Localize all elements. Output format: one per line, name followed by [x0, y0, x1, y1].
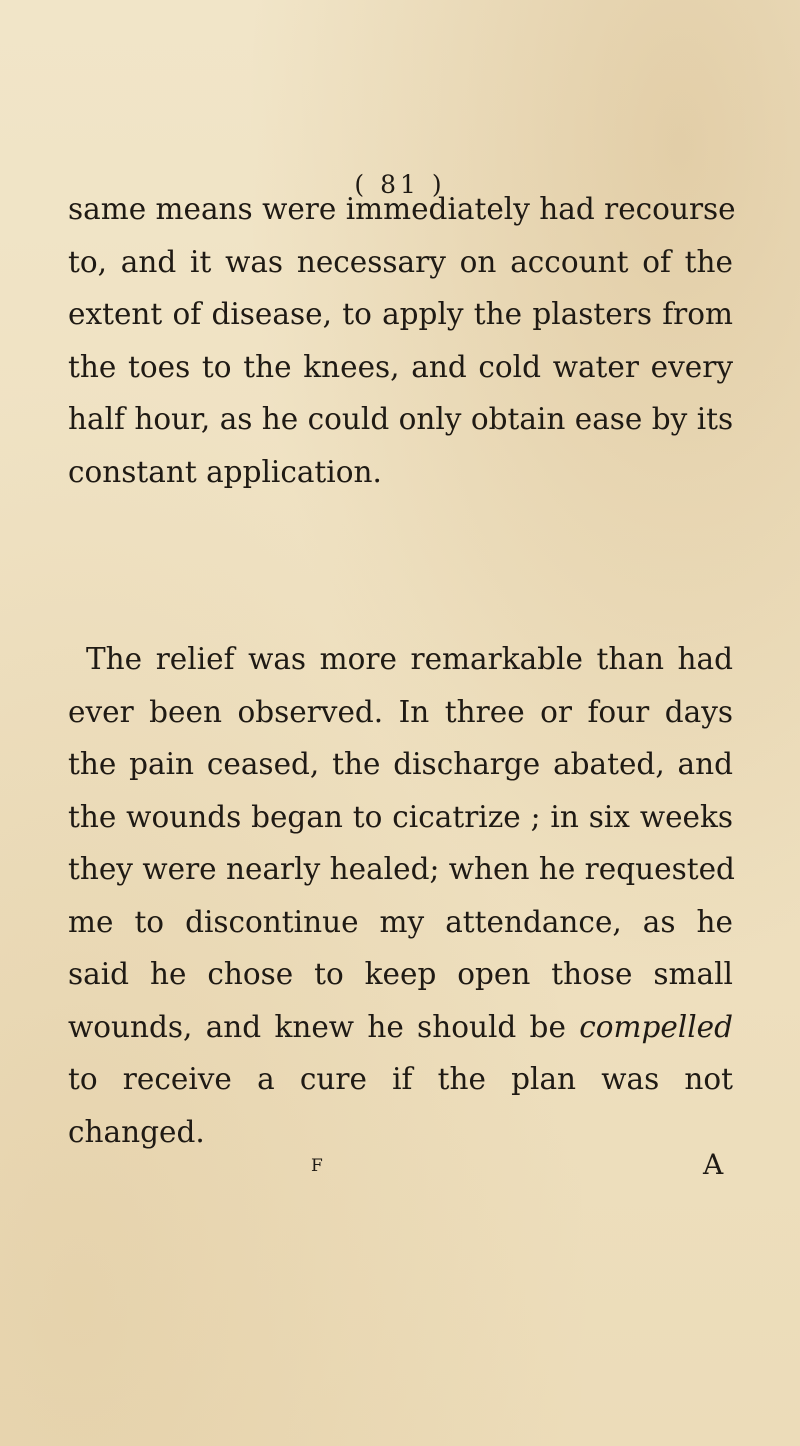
text-line: extent of disease, to apply the plasters from: [68, 297, 733, 331]
paragraph-1: [68, 183, 736, 498]
text-line: ever been observed. In three or four days: [68, 694, 733, 729]
text-line: constant application.: [68, 454, 382, 489]
signature-mark: F: [311, 1156, 323, 1176]
text-line: the pain ceased, the discharge abated, and: [68, 747, 733, 781]
text-line: me to discontinue my attendance, as he: [68, 904, 733, 939]
paragraph-2: [68, 633, 733, 1158]
text-line: half hour, as he could only obtain ease by its: [68, 402, 734, 436]
text-line: to receive a cure if the plan was not: [68, 1062, 733, 1096]
text-line: changed.: [68, 1114, 205, 1149]
line-text: wounds, and knew he should be: [68, 1009, 580, 1044]
page-number: ( 81 ): [354, 170, 446, 199]
text-line: the wounds began to cicatrize ; in six weeks: [68, 799, 733, 834]
italic-word: compelled: [579, 1009, 733, 1044]
catchword: A: [703, 1148, 724, 1181]
text-line: the toes to the knees, and cold water every: [68, 349, 733, 384]
text-line: to, and it was necessary on account of the: [68, 244, 733, 279]
text-line-with-emphasis: [68, 1001, 733, 1054]
text-line: The relief was more remarkable than had: [86, 642, 733, 676]
page-footer: [0, 1148, 800, 1188]
text-line: same means were immediately had recourse: [68, 192, 736, 226]
text-line: they were nearly healed; when he requested: [68, 852, 735, 886]
text-line: said he chose to keep open those small: [68, 957, 733, 991]
